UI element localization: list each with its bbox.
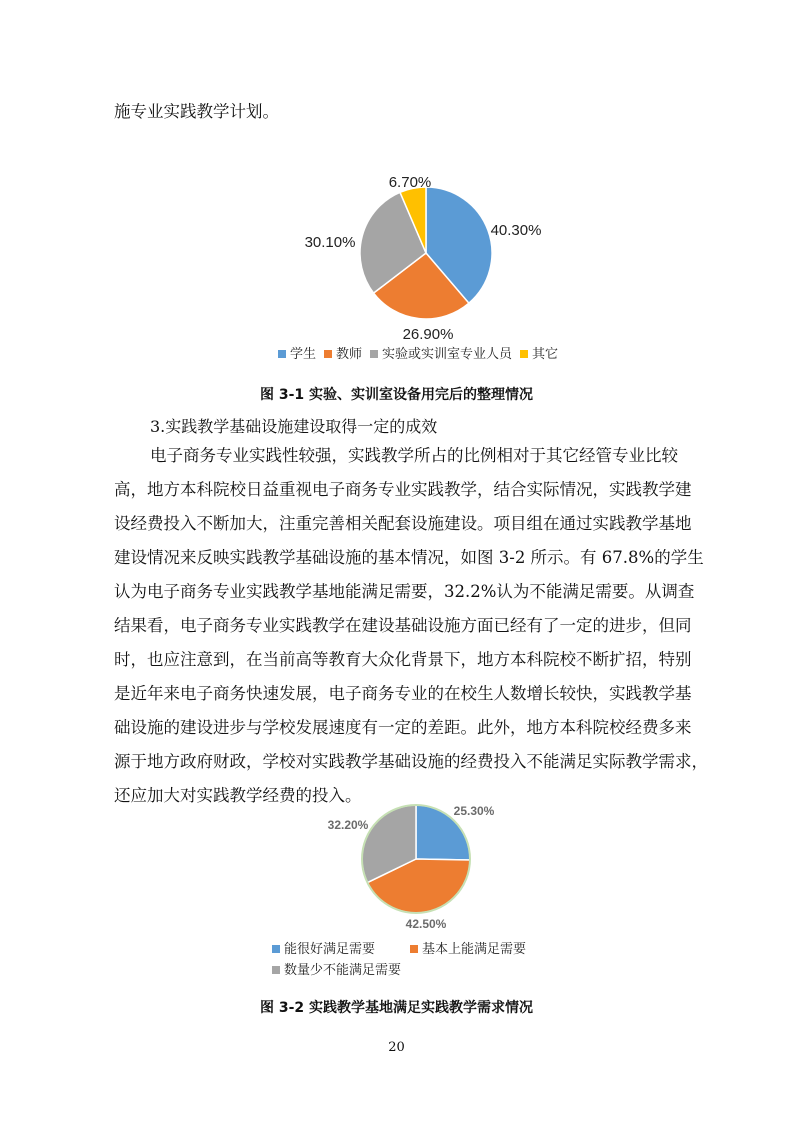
paragraph-line: 础设施的建设进步与学校发展速度有一定的差距。此外，地方本科院校经费多来 xyxy=(114,718,692,737)
legend-swatch xyxy=(410,945,418,953)
paragraph-line: 高，地方本科院校日益重视电子商务专业实践教学，结合实际情况，实践教学建 xyxy=(114,480,692,499)
paragraph-line: 建设情况来反映实践教学基础设施的基本情况，如图 3-2 所示。有 67.8%的学生 xyxy=(114,548,704,567)
legend-label: 学生 xyxy=(290,347,317,362)
legend-swatch xyxy=(520,350,528,358)
data-label-4: 6.70% xyxy=(388,174,432,191)
data-label-2: 42.50% xyxy=(405,917,447,930)
legend-label: 基本上能满足需要 xyxy=(422,942,527,957)
paragraph-line: 设经费投入不断加大，注重完善相关配套设施建设。项目组在通过实践教学基地 xyxy=(114,514,692,533)
data-label-1: 25.30% xyxy=(453,804,495,818)
data-label-1: 40.30% xyxy=(490,222,542,239)
legend-label: 教师 xyxy=(336,347,363,362)
figure-2-caption: 图 3-2 实践教学基地满足实践教学需求情况 xyxy=(259,1000,534,1016)
legend-label: 能很好满足需要 xyxy=(284,942,376,957)
legend-item-lab-staff xyxy=(370,343,512,362)
paragraph-line: 是近年来电子商务快速发展，电子商务专业的在校生人数增长较快，实践教学基 xyxy=(114,684,692,703)
figure-1-caption: 图 3-1 实验、实训室设备用完后的整理情况 xyxy=(259,387,534,403)
legend-label: 数量少不能满足需要 xyxy=(284,963,402,978)
page-number: 20 xyxy=(388,1040,405,1055)
paragraph-line: 结果看，电子商务专业实践教学在建设基础设施方面已经有了一定的进步，但同 xyxy=(114,616,692,635)
legend-swatch xyxy=(370,350,378,358)
legend-item-insufficient xyxy=(272,959,401,978)
data-label-2: 26.90% xyxy=(402,326,454,343)
paragraph-line: 时，也应注意到，在当前高等教育大众化背景下，地方本科院校不断扩招，特别 xyxy=(114,650,692,669)
pie-chart-2 xyxy=(300,795,540,930)
legend-item-basically-meets xyxy=(410,938,526,957)
legend-item-student xyxy=(278,343,316,362)
legend-swatch xyxy=(324,350,332,358)
legend-item-fully-meets xyxy=(272,938,375,957)
legend-item-teacher xyxy=(324,343,362,362)
section-heading: 3.实践教学基础设施建设取得一定的成效 xyxy=(150,417,438,436)
top-text-line: 施专业实践教学计划。 xyxy=(114,102,279,121)
legend-swatch xyxy=(278,350,286,358)
legend-swatch xyxy=(272,966,280,974)
data-label-3: 32.20% xyxy=(327,818,369,832)
paragraph-line: 源于地方政府财政，学校对实践教学基础设施的经费投入不能满足实际教学需求， xyxy=(114,752,708,771)
pie-chart-1 xyxy=(290,165,570,345)
legend-label: 实验或实训室专业人员 xyxy=(382,347,513,362)
legend-label: 其它 xyxy=(532,347,559,362)
data-label-3: 30.10% xyxy=(304,234,356,251)
paragraph-line: 电子商务专业实践性较强，实践教学所占的比例相对于其它经管专业比较 xyxy=(150,446,678,465)
legend-swatch xyxy=(272,945,280,953)
paragraph-line: 还应加大对实践教学经费的投入。 xyxy=(114,786,362,805)
legend-item-other xyxy=(520,343,558,362)
paragraph-line: 认为电子商务专业实践教学基地能满足需要，32.2%认为不能满足需要。从调查 xyxy=(114,582,695,601)
